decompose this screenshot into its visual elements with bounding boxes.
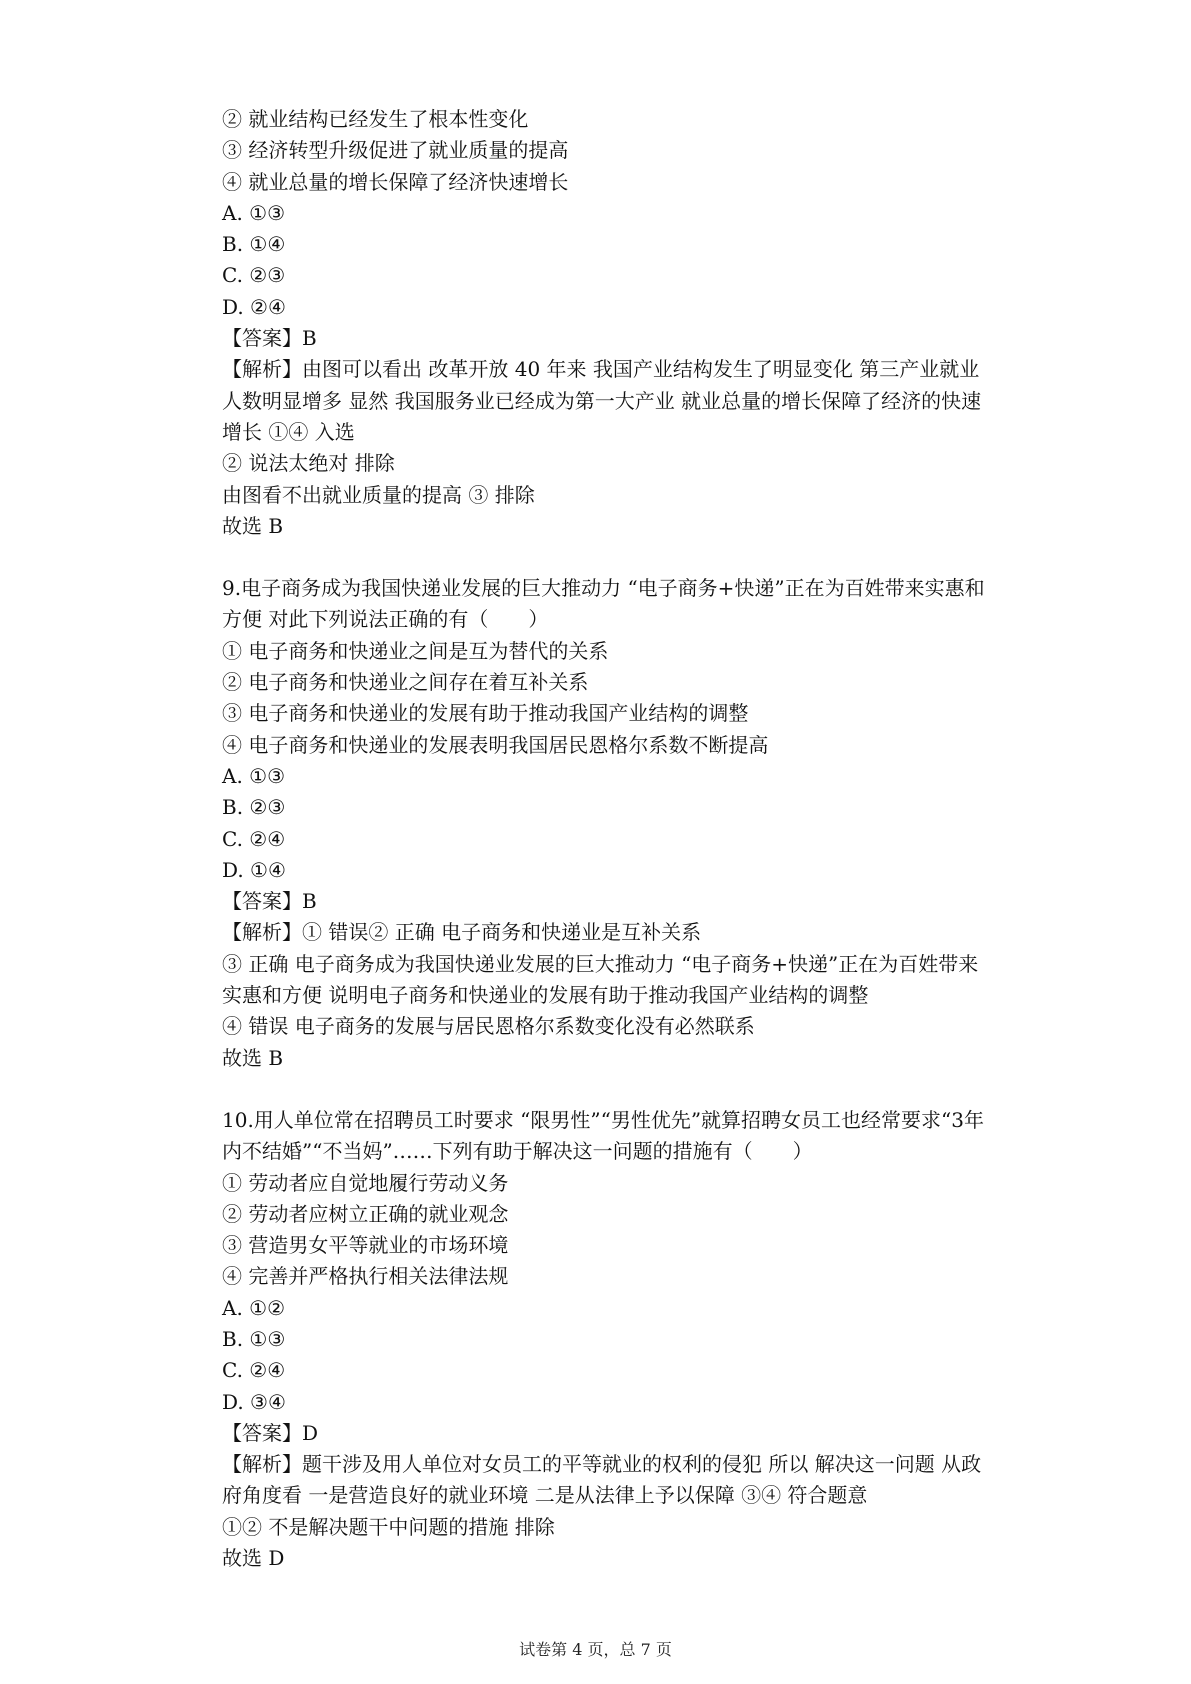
choice-c: C. ②④ — [222, 1358, 286, 1383]
option-4: ④ 就业总量的增长保障了经济快速增长 — [222, 169, 569, 194]
option-2: ② 就业结构已经发生了根本性变化 — [222, 107, 529, 131]
option-3: ③ 营造男女平等就业的市场环境 — [222, 1233, 509, 1258]
answer: 【答案】B — [222, 889, 317, 914]
conclusion: 故选 D — [222, 1546, 285, 1571]
analysis-line: 人数明显增多 显然 我国服务业已经成为第一大产业 就业总量的增长保障了经济的快速 — [222, 388, 982, 413]
analysis-line: 【解析】由图可以看出 改革开放 40 年来 我国产业结构发生了明显变化 第三产业就业 — [222, 357, 980, 382]
conclusion: 故选 B — [222, 1045, 284, 1070]
question-8-tail — [222, 104, 1022, 542]
question-stem: 方便 对此下列说法正确的有（ ） — [222, 607, 549, 632]
analysis-line: 增长 ①④ 入选 — [222, 419, 355, 444]
option-1: ① 劳动者应自觉地履行劳动义务 — [222, 1170, 509, 1195]
page-content — [222, 104, 1022, 1574]
answer: 【答案】D — [222, 1420, 319, 1445]
choice-b: B. ①③ — [222, 1326, 286, 1351]
page-footer: 试卷第 4 页，总 7 页 — [519, 1640, 672, 1659]
analysis-line: ④ 错误 电子商务的发展与居民恩格尔系数变化没有必然联系 — [222, 1014, 755, 1039]
question-10 — [222, 1105, 1022, 1574]
spacer — [222, 1074, 1022, 1105]
analysis-line: 府角度看 一是营造良好的就业环境 二是从法律上予以保障 ③④ 符合题意 — [222, 1483, 868, 1508]
option-4: ④ 完善并严格执行相关法律法规 — [222, 1264, 509, 1289]
choice-c: C. ②④ — [222, 826, 286, 851]
choice-b: B. ②③ — [222, 795, 286, 820]
option-4: ④ 电子商务和快递业的发展表明我国居民恩格尔系数不断提高 — [222, 732, 769, 757]
question-stem: 10.用人单位常在招聘员工时要求 “限男性”“男性优先”就算招聘女员工也经常要求“3年 — [222, 1107, 985, 1132]
analysis-line: 由图看不出就业质量的提高 ③ 排除 — [222, 482, 535, 507]
spacer — [222, 542, 1022, 573]
question-stem: 内不结婚”“不当妈”……下列有助于解决这一问题的措施有（ ） — [222, 1139, 813, 1164]
choice-b: B. ①④ — [222, 232, 286, 257]
choice-d: D. ②④ — [222, 294, 286, 319]
choice-a: A. ①③ — [222, 763, 286, 788]
analysis-line: 实惠和方便 说明电子商务和快递业的发展有助于推动我国产业结构的调整 — [222, 983, 869, 1008]
analysis-line: ①② 不是解决题干中问题的措施 排除 — [222, 1514, 555, 1539]
answer: 【答案】B — [222, 326, 317, 351]
option-2: ② 电子商务和快递业之间存在着互补关系 — [222, 670, 589, 695]
choice-c: C. ②③ — [222, 263, 286, 288]
question-9 — [222, 573, 1022, 1074]
option-2: ② 劳动者应树立正确的就业观念 — [222, 1201, 509, 1226]
option-3: ③ 电子商务和快递业的发展有助于推动我国产业结构的调整 — [222, 701, 749, 726]
choice-d: D. ①④ — [222, 857, 286, 882]
choice-a: A. ①② — [222, 1295, 286, 1320]
analysis-line: ③ 正确 电子商务成为我国快递业发展的巨大推动力 “电子商务+快递”正在为百姓带来 — [222, 951, 979, 976]
option-3: ③ 经济转型升级促进了就业质量的提高 — [222, 138, 569, 163]
question-stem: 9.电子商务成为我国快递业发展的巨大推动力 “电子商务+快递”正在为百姓带来实惠和 — [222, 576, 985, 601]
choice-a: A. ①③ — [222, 200, 286, 225]
choice-d: D. ③④ — [222, 1389, 286, 1414]
option-1: ① 电子商务和快递业之间是互为替代的关系 — [222, 638, 609, 663]
conclusion: 故选 B — [222, 513, 284, 538]
analysis-line: ② 说法太绝对 排除 — [222, 451, 395, 476]
analysis-line: 【解析】① 错误② 正确 电子商务和快递业是互补关系 — [222, 920, 702, 945]
analysis-line: 【解析】题干涉及用人单位对女员工的平等就业的权利的侵犯 所以 解决这一问题 从政 — [222, 1452, 982, 1477]
